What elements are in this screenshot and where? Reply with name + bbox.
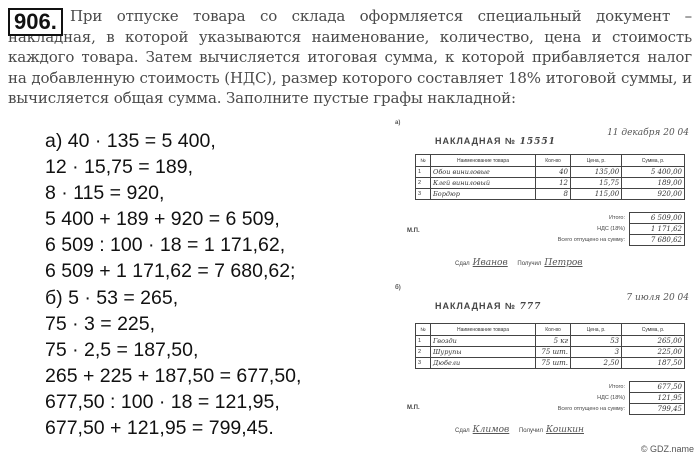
cell: 3 xyxy=(416,358,431,369)
cell: 5 кг xyxy=(536,336,571,347)
received-signature: Петров xyxy=(544,258,583,268)
signatures xyxy=(455,258,591,268)
invoice-b xyxy=(395,285,695,445)
solution-line: 265 + 225 + 187,50 = 677,50, xyxy=(45,364,302,387)
cell: 187,50 xyxy=(622,358,685,369)
cell: 2,50 xyxy=(571,358,622,369)
solution-line: 677,50 + 121,95 = 799,45. xyxy=(45,417,274,440)
site-watermark: © GDZ.name xyxy=(640,444,694,454)
invoice-title: НАКЛАДНАЯ № 777 xyxy=(435,301,542,312)
table-row xyxy=(416,336,685,347)
total-label: Итого: xyxy=(609,383,625,390)
issued-signature: Иванов xyxy=(472,258,508,268)
solution-line: 75 · 2,5 = 187,50, xyxy=(45,338,199,361)
table-row xyxy=(416,347,685,358)
table-row xyxy=(416,167,685,178)
vat-value: 1 171,62 xyxy=(629,223,685,235)
cell: Обои виниловые xyxy=(431,167,536,178)
col-header: № xyxy=(416,155,431,167)
cell: Клей виниловый xyxy=(431,178,536,189)
col-header: Цена, р. xyxy=(571,324,622,336)
solution-line: а) 40 · 135 = 5 400, xyxy=(45,130,216,152)
col-header: № xyxy=(416,324,431,336)
cell: Бордюр xyxy=(431,189,536,200)
solution-line: 8 · 115 = 920, xyxy=(45,182,165,205)
cell: 2 xyxy=(416,347,431,358)
grand-total-value: 7 680,62 xyxy=(629,234,685,246)
cell: 5 400,00 xyxy=(622,167,685,178)
stamp-place-label: М.П. xyxy=(407,228,420,234)
received-signature: Кошкин xyxy=(545,425,584,435)
col-header: Сумма, р. xyxy=(622,155,685,167)
cell: 1 xyxy=(416,336,431,347)
issued-signature: Климов xyxy=(472,425,510,435)
issued-label: Сдал xyxy=(455,261,470,267)
grand-total-label: Всего отпущено на сумму: xyxy=(557,236,625,243)
vat-label: НДС (18%) xyxy=(597,225,625,232)
col-header: Сумма, р. xyxy=(622,324,685,336)
cell: 40 xyxy=(536,167,571,178)
table-row xyxy=(416,358,685,369)
problem-text: При отпуске товара со склада оформляется специальный документ – накладная, в которой указываются наименование, количество, цена и стоимость каждого товара. Затем вычисляется итоговая сумма, к которой прибавляется налог на добавленную стоимость (НДС), размер которого составляет 18% итоговой суммы, и вычисляется общая сумма. Заполните пустые графы накладной: xyxy=(8,7,692,107)
received-label: Получил xyxy=(517,261,542,267)
solution-line: 6 509 + 1 171,62 = 7 680,62; xyxy=(45,260,296,283)
received-label: Получил xyxy=(518,428,543,434)
cell: 75 шт. xyxy=(536,358,571,369)
invoice-a xyxy=(395,120,695,275)
total-value: 677,50 xyxy=(629,381,685,393)
cell: 2 xyxy=(416,178,431,189)
total-label: Итого: xyxy=(609,214,625,221)
invoice-letter: б) xyxy=(395,285,401,291)
solution-line: 75 · 3 = 225, xyxy=(45,312,156,335)
solution-line: 6 509 : 100 · 18 = 1 171,62, xyxy=(45,234,286,257)
cell: 135,00 xyxy=(571,167,622,178)
invoice-number: 15551 xyxy=(519,137,556,147)
cell: 3 xyxy=(571,347,622,358)
grand-total-value: 799,45 xyxy=(629,403,685,415)
total-value: 6 509,00 xyxy=(629,212,685,224)
invoice-date: 7 июля 20 04 xyxy=(626,293,689,303)
invoice-number: 777 xyxy=(519,302,542,312)
cell: 920,00 xyxy=(622,189,685,200)
vat-label: НДС (18%) xyxy=(597,394,625,401)
cell: 115,00 xyxy=(571,189,622,200)
solution-line: 12 · 15,75 = 189, xyxy=(45,156,193,179)
invoice-title: НАКЛАДНАЯ № 15551 xyxy=(435,136,556,147)
table-header-row xyxy=(416,155,685,167)
stamp-place-label: М.П. xyxy=(407,405,420,411)
col-header: Кол-во xyxy=(536,155,571,167)
solution-line: 5 400 + 189 + 920 = 6 509, xyxy=(45,208,280,231)
cell: 53 xyxy=(571,336,622,347)
col-header: Наименование товара xyxy=(431,324,536,336)
issued-label: Сдал xyxy=(455,428,470,434)
cell: 225,00 xyxy=(622,347,685,358)
table-header-row xyxy=(416,324,685,336)
cell: 1 xyxy=(416,167,431,178)
cell: Гвозди xyxy=(431,336,536,347)
problem-number: 906. xyxy=(8,8,63,36)
invoice-totals xyxy=(415,212,685,245)
col-header: Цена, р. xyxy=(571,155,622,167)
cell: Шурупы xyxy=(431,347,536,358)
solution xyxy=(45,128,301,441)
col-header: Кол-во xyxy=(536,324,571,336)
table-row xyxy=(416,178,685,189)
grand-total-label: Всего отпущено на сумму: xyxy=(557,405,625,412)
cell: 15,75 xyxy=(571,178,622,189)
invoice-table xyxy=(415,323,685,369)
solution-line: б) 5 · 53 = 265, xyxy=(45,286,179,309)
cell: Дюбели xyxy=(431,358,536,369)
cell: 75 шт. xyxy=(536,347,571,358)
cell: 189,00 xyxy=(622,178,685,189)
vat-value: 121,95 xyxy=(629,392,685,404)
cell: 8 xyxy=(536,189,571,200)
cell: 12 xyxy=(536,178,571,189)
table-row xyxy=(416,189,685,200)
cell: 3 xyxy=(416,189,431,200)
invoice-date: 11 декабря 20 04 xyxy=(607,128,689,138)
invoice-totals xyxy=(415,381,685,414)
invoice-letter: а) xyxy=(395,120,401,126)
cell: 265,00 xyxy=(622,336,685,347)
col-header: Наименование товара xyxy=(431,155,536,167)
signatures xyxy=(455,425,592,435)
solution-line: 677,50 : 100 · 18 = 121,95, xyxy=(45,390,280,413)
invoice-table xyxy=(415,154,685,200)
